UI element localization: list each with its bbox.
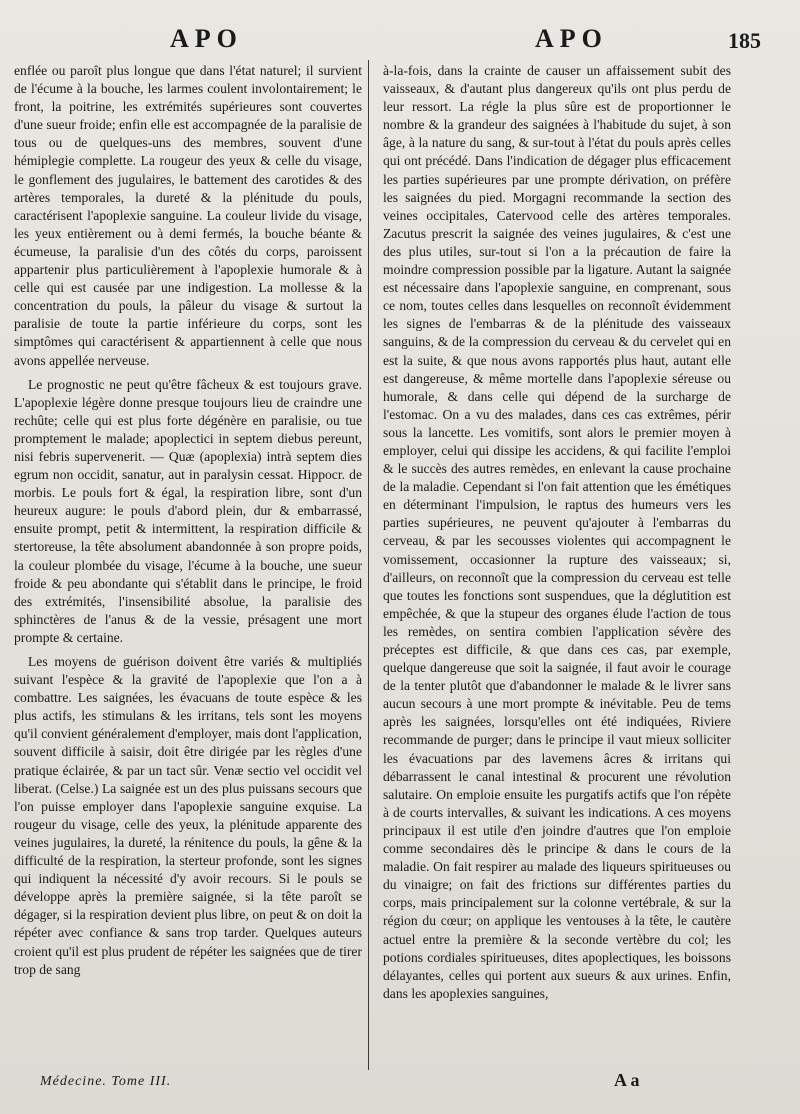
header-right-title: APO [535,24,608,53]
paragraph: à-la-fois, dans la crainte de causer un affaissement subit des vaisseaux, & d'autant plus dangereux qu'ils ont plus perdu de leur ressort. La régle la plus sûre est de proportionner le nombre & la grandeur des saignées à l'habitude du sujet, à son âge, à la nature du sang, & sur-tout à l'état du pouls après celles qui ont précédé. Dans l'indication de dégager plus efficacement les parties supérieures par une prompte dérivation, on préfère les saignées du pied. Morgagni recommande la section des veines occipitales, Catervood celle des artères temporales. Zacutus prescrit la saignée des veines jugulaires, & c'est une des plus utiles, sur-tout si l'on a la précaution de faire la moindre compression possible par la ligature. Autant la saignée est nécessaire dans l'apoplexie sanguine, en comprenant, sous ce nom, toutes celles dans lesquelles on reconnoît évidemment les signes de l'embarras & de la plénitude des vaisseaux sanguins, & de la compression du cerveau & du cervelet qui en est la suite, & que nous avons rapportés plus haut, autant elle est dangereuse, & même mortelle dans l'apoplexie séreuse ou humorale, & dans celle qui dépend de la surcharge de l'estomac. On a vu des malades, dans ces cas extrêmes, périr sous la lancette. Les vomitifs, sont alors le premier moyen à employer, celui qui dissipe les accidens, & qui facilite l'emploi & le succès des autres remèdes, en enlevant la cause prochaine de la maladie. Cependant si l'on fait attention que les émétiques en déterminant l'impulsion, le raptus des humeurs vers les parties supérieures, ne peuvent qu'ajouter à l'embarras du cerveau, & par les secousses violentes qui accompagnent le vomissement, occasionner la rupture des vaisseaux; si, d'ailleurs, on reconnoît que la compression du cerveau est telle que toutes les fonctions sont suspendues, que la déglutition est empêchée, & que la stupeur des organes élude l'action de tous les remèdes, on sentira combien l'application sévère des préceptes est difficile, & que dans ces cas, par exemple, quelque dangereuse que soit la saignée, il faut avoir le courage de la tenter plutôt que d'abandonner le malade & le livrer sans aucun secours à une mort prompte & inévitable. Peu de tems après les saignées, lorsqu'elles ont été indiquées, Riviere recommande de purger; dans le principe il vaut mieux solliciter les évacuations par des lavemens âcres & irritans qui débarrassent le canal intestinal & procurent une révolution salutaire. On emploie ensuite les purgatifs actifs que l'on répète à de courts intervalles, & suivant les indications. A ces moyens principaux il est utile d'en joindre d'autres que l'on emploie comme secondaires dès le principe & dans le cours de la maladie. On fait respirer au malade des liqueurs spiritueuses ou du vinaigre; on fait des frictions sur différentes parties du corps, mais principalement sur la colonne vertébrale, & sur la région du cœur; on applique les ventouses à la tête, le cautère actuel entre la première & la seconde vertèbre du col; les potions cordiales spiritueuses, dites apoplectiques, les boissons délayantes, celles qui portent aux sueurs & aux urines. Enfin, dans les apoplexies sanguines, [383,63,731,1001]
header-left-title: APO [170,24,243,53]
page-number: 185 [728,28,761,53]
paragraph: enflée ou paroît plus longue que dans l'état naturel; il survient de l'écume à la bouche, les larmes coulent involontairement; le front, la poitrine, les extrémités supérieures sont couvertes d'une sueur froide; enfin elle est accompagnée de la paralisie de tous ou de quelques-uns des membres, souvent d'une hémiplegie complette. La rougeur des yeux & celle du visage, le gonflement des jugulaires, le battement des carotides & des artères temporales, la dureté & la plénitude du pouls, caractérisent l'apoplexie sanguine. La couleur livide du visage, les yeux entièrement ou à demi fermés, la bouche béante & écumeuse, la paralisie d'un des côtés du corps, paroissent appartenir plus particulièrement à l'apoplexie humorale & à celle qui est causée par une indigestion. La mollesse & la concentration du pouls, la pâleur du visage & surtout la paralisie de toute la partie inférieure du corps, sont les simptômes qui caractérisent & appartiennent à celle que nous avons appellée nerveuse. [14,63,362,368]
paragraph: Le prognostic ne peut qu'être fâcheux & est toujours grave. L'apoplexie légère donne presque toujours lieu de craindre une rechûte; celle qui est plus forte dégénère en paralisie, ou tue promptement le malade; apoplectici in septem diebus pereunt, nisi febris supervenerit. — Quæ (apoplexia) intrà septem dies egrum non occidit, sanatur, aut in paralysin cessat. Hippocr. de morbis. Le pouls fort & égal, la respiration libre, sont d'un heureux augure: le pouls d'abord plein, dur & embarrassé, ensuite prompt, petit & intermittent, la respiration difficile & stertoreuse, la tête absolument abandonnée à son propre poids, la couleur plombée du visage, l'écume à la bouche, une sueur froide & peu abondante qui s'établit dans le principe, le froid des extrémités, l'insensibilité absolue, la paralisie des sphinctères de l'anus & de la vessie, présagent une mort prompte & certaine. [14,376,362,645]
gathering-mark: A a [614,1070,640,1090]
signature-line: Médecine. Tome III. [40,1074,172,1089]
paragraph: Les moyens de guérison doivent être variés & multipliés suivant l'espèce & la gravité de l'apoplexie que l'on a à combattre. Les saignées, les évacuans de toute espèce & les plus actifs, les stimulans & les irritans, tels sont les moyens qu'il convient généralement d'employer, mais dont l'application, souvent difficile à saisir, doit être dirigée par les règles d'une pratique éclairée, & par un tact sûr. Venæ sectio vel occidit vel liberat. (Celse.) La saignée est un des plus puissans secours que l'on puisse employer dans l'apoplexie sanguine exquise. La rougeur du visage, celle des yeux, la plénitude apparente des veines jugulaires, la dureté, la rénitence du pouls, la gêne & la difficulté de la respiration, la sterteur profonde, sont les signes qui indiquent la nécessité d'y avoir recours. Si le pouls se développe après la première saignée, si la tête paroît se dégager, si la respiration devient plus libre, on peut & on doit la répéter avec confiance & sans trop tarder. Quelques auteurs croient qu'il est plus prudent de répéter les saignées que de tirer trop de sang [14,654,362,977]
left-column [14,62,362,979]
running-header [0,24,800,58]
column-divider [368,60,369,1070]
right-column [383,62,731,1003]
